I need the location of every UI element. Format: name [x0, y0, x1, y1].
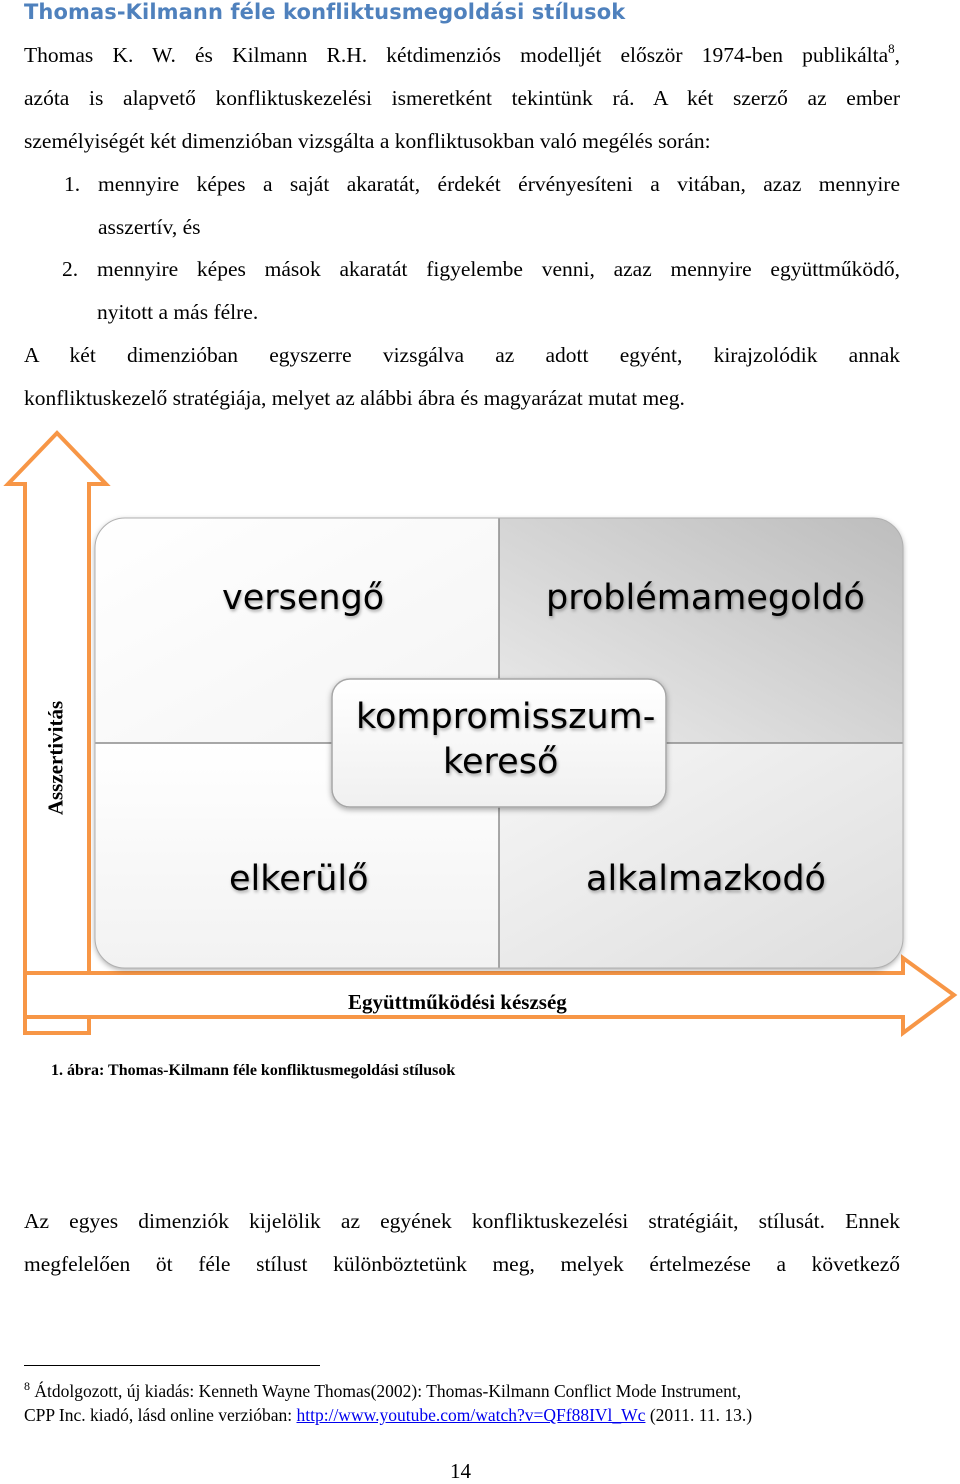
- para3-line-2: megfelelően öt féle stílust különböztetünk meg, melyek értelmezése a következő: [24, 1252, 900, 1276]
- list-item-2-line-1: mennyire képes mások akaratát figyelembe venni, azaz mennyire együttműködő,: [97, 257, 900, 281]
- intro-line-2: azóta is alapvető konfliktuskezelési ismeretként tekintünk rá. A két szerző az ember: [24, 86, 900, 110]
- label-compromise-line-1: kompromisszum-: [356, 697, 656, 737]
- x-axis-label: Együttműködési készség: [348, 990, 567, 1014]
- list-item-1-line-2: asszertív, és: [98, 215, 201, 239]
- label-problem-solving: problémamegoldó: [546, 578, 865, 618]
- label-compromise-line-2: kereső: [443, 742, 559, 782]
- footnote-mark: 8: [24, 1379, 30, 1393]
- label-avoiding: elkerülő: [229, 859, 369, 899]
- intro-line-1: [24, 42, 900, 68]
- conflict-styles-diagram: [0, 425, 960, 1055]
- footnote-separator: [24, 1365, 320, 1366]
- footnote-line-1: [24, 1380, 900, 1402]
- footnote-date: (2011. 11. 13.): [645, 1405, 753, 1425]
- intro-comma: ,: [894, 43, 900, 67]
- intro-text: Thomas K. W. és Kilmann R.H. kétdimenziós modelljét először 1974-ben publikálta: [24, 43, 889, 67]
- list-item-2-line-2: nyitott a más félre.: [97, 300, 259, 324]
- para3-line-1: Az egyes dimenziók kijelölik az egyének konfliktuskezelési stratégiáit, stílusát. Ennek: [24, 1209, 900, 1233]
- label-accommodating: alkalmazkodó: [586, 859, 826, 899]
- para2-line-1: A két dimenzióban egyszerre vizsgálva az adott egyént, kirajzolódik annak: [24, 343, 900, 367]
- footnote-line-2: [24, 1404, 752, 1426]
- section-heading: Thomas-Kilmann féle konfliktusmegoldási stílusok: [24, 0, 626, 24]
- list-number-1: 1.: [64, 172, 81, 196]
- list-number-2: 2.: [62, 257, 79, 281]
- y-axis-label: Asszertivitás: [43, 700, 68, 816]
- footnote-link[interactable]: http://www.youtube.com/watch?v=QFf88IVl_Wc: [296, 1405, 646, 1425]
- footnote-text-2: CPP Inc. kiadó, lásd online verzióban:: [24, 1405, 297, 1425]
- page-number: 14: [450, 1459, 471, 1483]
- figure-caption: 1. ábra: Thomas-Kilmann féle konfliktusmegoldási stílusok: [51, 1062, 456, 1079]
- footnote-text: Átdolgozott, új kiadás: Kenneth Wayne Thomas(2002): Thomas-Kilmann Conflict Mode Instrument,: [34, 1381, 742, 1401]
- intro-line-3: személyiségét két dimenzióban vizsgálta a konfliktusokban való megélés során:: [24, 129, 711, 153]
- list-item-1-line-1: mennyire képes a saját akaratát, érdekét érvényesíteni a vitában, azaz mennyire: [98, 172, 900, 196]
- label-competing: versengő: [222, 578, 385, 618]
- para2-line-2: konfliktuskezelő stratégiája, melyet az alábbi ábra és magyarázat mutat meg.: [24, 386, 685, 410]
- footnote-ref[interactable]: 8: [888, 41, 895, 56]
